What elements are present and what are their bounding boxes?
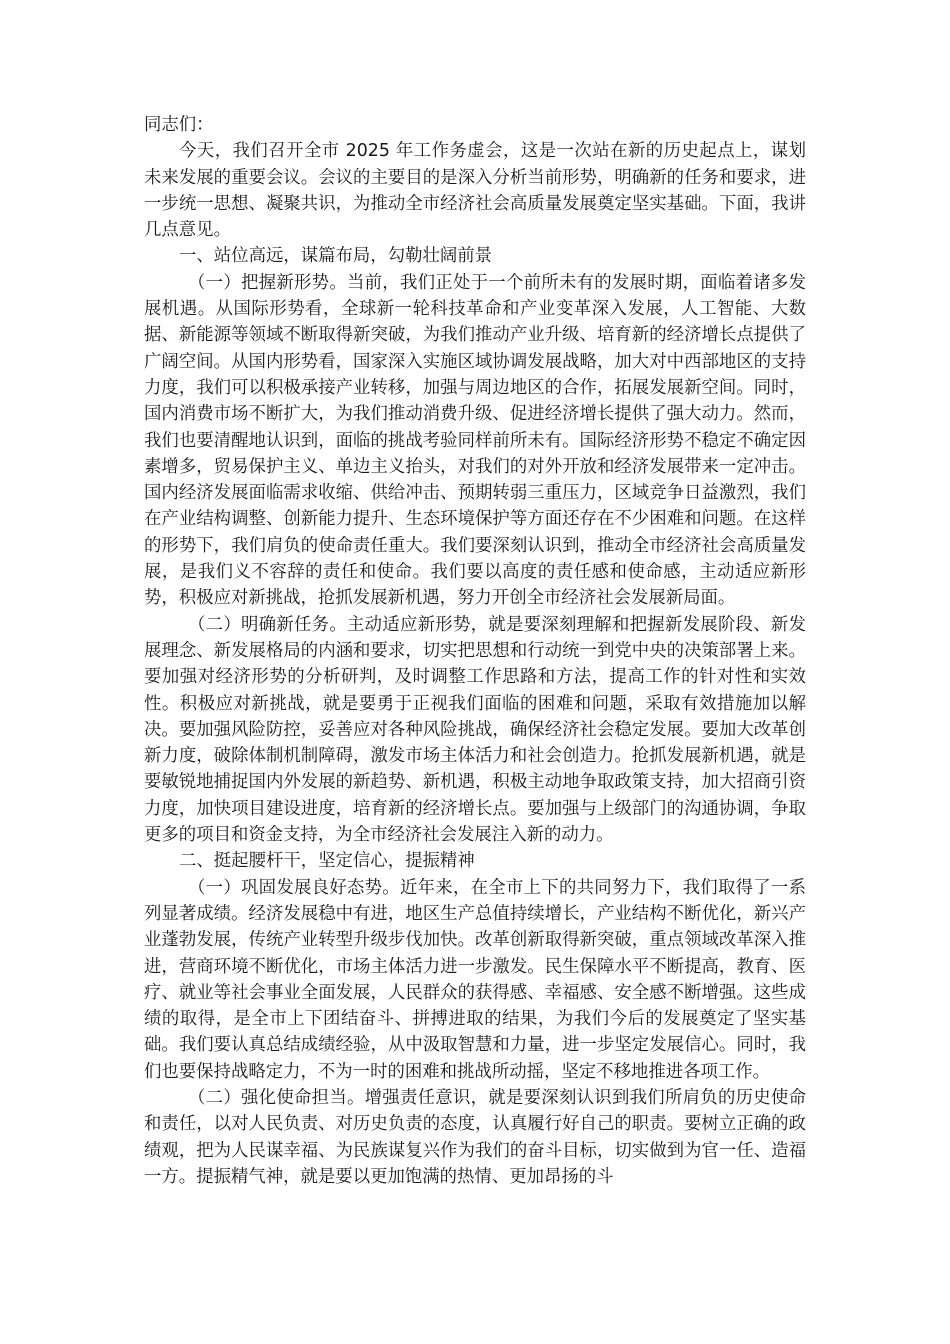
paragraph-1-2: （二）明确新任务。主动适应新形势，就是要深刻理解和把握新发展阶段、新发展理念、新发展格局的内涵和要求，切实把思想和行动统一到党中央的决策部署上来。要加强对经济形势的分析研判，及时调整工作思路和方法，提高工作的针对性和实效性。积极应对新挑战，就是要勇于正视我们面临的困难和问题，采取有效措施加以解决。要加强风险防控，妥善应对各种风险挑战，确保经济社会稳定发展。要加大改革创新力度，破除体制机制障碍，激发市场主体活力和社会创造力。抢抓发展新机遇，就是要敏锐地捕捉国内外发展的新趋势、新机遇，积极主动地争取政策支持，加大招商引资力度，加快项目建设进度，培育新的经济增长点。要加强与上级部门的沟通协调，争取更多的项目和资金支持，为全市经济社会发展注入新的动力。 (144, 614, 806, 846)
salutation: 同志们： (144, 115, 214, 135)
document-body (144, 112, 806, 1190)
section-heading-2: 二、挺起腰杆干，坚定信心，提振精神 (179, 851, 475, 872)
paragraph-2-2: （二）强化使命担当。增强责任意识，就是要深刻认识到我们所肩负的历史使命和责任，以对人民负责、对历史负责的态度，认真履行好自己的职责。要树立正确的政绩观，把为人民谋幸福、为民族谋复兴作为我们的奋斗目标，切实做到为官一任、造福一方。提振精气神，就是要以更加饱满的热情、更加昂扬的斗 (144, 1087, 806, 1187)
paragraph-2-1: （一）巩固发展良好态势。近年来，在全市上下的共同努力下，我们取得了一系列显著成绩。经济发展稳中有进，地区生产总值持续增长，产业结构不断优化，新兴产业蓬勃发展，传统产业转型升级步伐加快。改革创新取得新突破，重点领域改革深入推进，营商环境不断优化，市场主体活力进一步激发。民生保障水平不断提高，教育、医疗、就业等社会事业全面发展，人民群众的获得感、幸福感、安全感不断增强。这些成绩的取得，是全市上下团结奋斗、拼搏进取的结果，为我们今后的发展奠定了坚实基础。我们要认真总结成绩经验，从中汲取智慧和力量，进一步坚定发展信心。同时，我们也要保持战略定力，不为一时的困难和挑战所动摇，坚定不移地推进各项工作。 (144, 877, 806, 1082)
paragraph-1-1: （一）把握新形势。当前，我们正处于一个前所未有的发展时期，面临着诸多发展机遇。从国际形势看，全球新一轮科技革命和产业变革深入发展，人工智能、大数据、新能源等领域不断取得新突破，为我们推动产业升级、培育新的经济增长点提供了广阔空间。从国内形势看，国家深入实施区域协调发展战略，加大对中西部地区的支持力度，我们可以积极承接产业转移，加强与周边地区的合作，拓展发展新空间。同时，国内消费市场不断扩大，为我们推动消费升级、促进经济增长提供了强大动力。然而，我们也要清醒地认识到，面临的挑战考验同样前所未有。国际经济形势不稳定不确定因素增多，贸易保护主义、单边主义抬头，对我们的对外开放和经济发展带来一定冲击。国内经济发展面临需求收缩、供给冲击、预期转弱三重压力，区域竞争日益激烈，我们在产业结构调整、创新能力提升、生态环境保护等方面还存在不少困难和问题。在这样的形势下，我们肩负的使命责任重大。我们要深刻认识到，推动全市经济社会高质量发展，是我们义不容辞的责任和使命。我们要以高度的责任感和使命感，主动适应新形势，积极应对新挑战，抢抓发展新机遇，努力开创全市经济社会发展新局面。 (144, 272, 806, 609)
intro-paragraph: 今天，我们召开全市 2025 年工作务虚会，这是一次站在新的历史起点上，谋划未来发展的重要会议。会议的主要目的是深入分析当前形势，明确新的任务和要求，进一步统一思想、凝聚共识，为推动全市经济社会高质量发展奠定坚实基础。下面，我讲几点意见。 (144, 141, 806, 241)
section-heading-1: 一、站位高远，谋篇布局，勾勒壮阔前景 (179, 246, 493, 267)
